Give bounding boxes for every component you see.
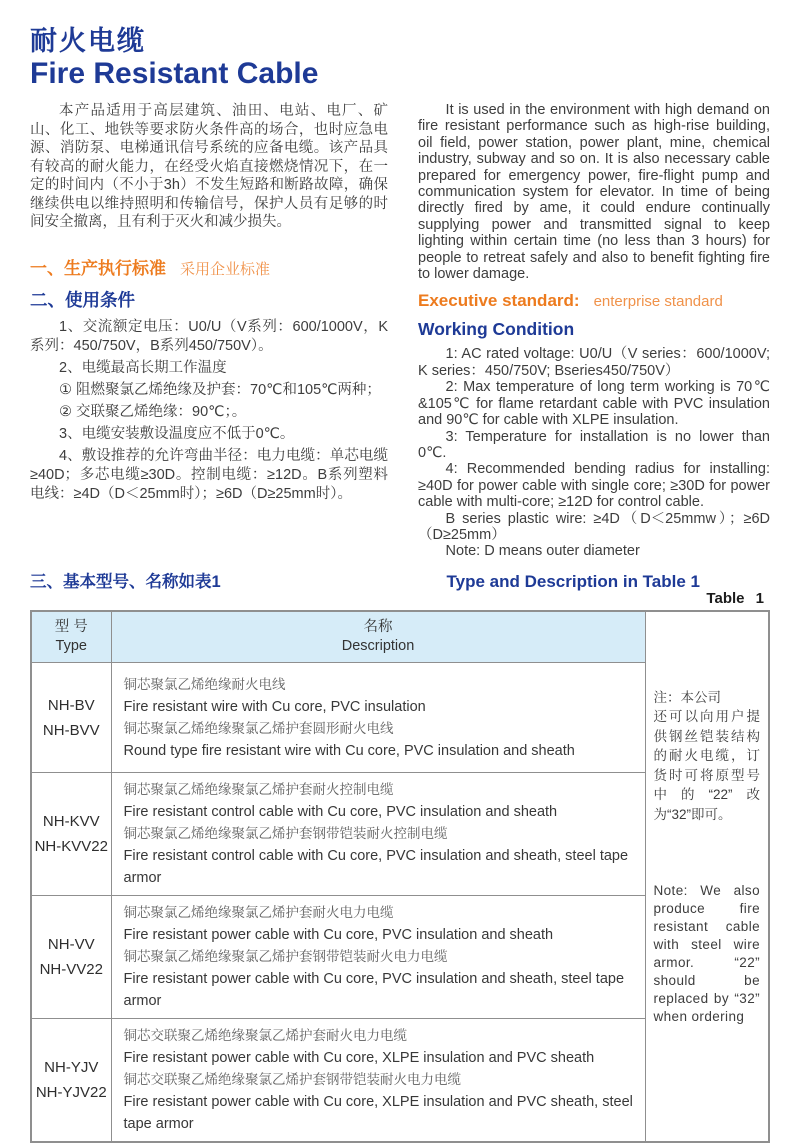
- standard-value-zh: 采用企业标准: [180, 260, 271, 278]
- type-code: NH-YJV: [44, 1059, 99, 1077]
- working-item-zh: 3、电缆安装敷设温度应不低于0℃。: [59, 425, 295, 442]
- working-item-zh: ① 阻燃聚氯乙烯绝缘及护套：70℃和105℃两种；: [59, 381, 381, 398]
- type-cell: [31, 1019, 111, 1143]
- desc-line-zh: 铜芯聚氯乙烯绝缘聚氯乙烯护套耐火控制电缆: [123, 782, 394, 798]
- working-item-zh: 2、电缆最高长期工作温度: [59, 359, 227, 376]
- type-code: NH-VV: [47, 936, 95, 954]
- desc-line-zh: 铜芯聚氯乙烯绝缘聚氯乙烯护套圆形耐火电线: [123, 720, 394, 736]
- standard-heading-en: Executive standard:: [418, 291, 580, 311]
- working-condition-heading-en: Working Condition: [418, 319, 575, 340]
- column-chinese: [30, 102, 388, 560]
- column-english: [418, 102, 770, 560]
- header-type-cell: [31, 611, 111, 663]
- intro-paragraph-en: It is used in the environment with high demand on fire resistant performance such as high-rise building, oil field, power station, power plant, mine, chemical industry, subway and so on. It is also necessary cable prepared for emergency power, fire-flight pump and communication system for elevator. In time of being directly fired by ame, it could endure continually supplying power and transmitted signal to keep lighting within certain time (no less than 3 hours) for people to retreat safely and also to benefit fighting fire to lower damage.: [418, 102, 770, 283]
- desc-line-zh: 铜芯交联聚乙烯绝缘聚氯乙烯护套钢带铠装耐火电力电缆: [123, 1072, 461, 1088]
- description-cell: [111, 663, 645, 773]
- desc-line-en: Fire resistant wire with Cu core, PVC insulation: [123, 698, 426, 715]
- standard-value-en: enterprise standard: [593, 293, 723, 311]
- table-section-heading-zh: 三、基本型号、名称如表1: [30, 572, 221, 591]
- header-type-zh: 型 号: [54, 619, 88, 635]
- two-column-body: [30, 102, 770, 560]
- desc-line-zh: 铜芯聚氯乙烯绝缘聚氯乙烯护套钢带铠装耐火电力电缆: [123, 949, 448, 965]
- table-section-heading-row: [30, 568, 770, 592]
- desc-line-en: Fire resistant control cable with Cu core, PVC insulation and sheath, steel tape armor: [123, 848, 629, 887]
- intro-paragraph-zh: 本产品适用于高层建筑、油田、电站、电厂、矿山、化工、地铁等要求防火条件高的场合，也时应急电源、消防泵、电梯通讯信号系统的应备电缆。该产品具有较高的耐火能力，在经受火焰直接燃烧情况下，在一定的时间内（不小于3h）不发生短路和断路故障，确保继续供电以维持照明和传输信号，保护人员有足够的时间安全撤离，且有利于灭火和减少损失。: [30, 103, 388, 230]
- type-code: NH-YJV22: [35, 1084, 107, 1102]
- working-item-en: 1: AC rated voltage: U0/U（V series：600/1000V; K series：450/750V; Bseries450/750V）: [418, 346, 770, 379]
- standard-heading-row-zh: [30, 254, 388, 279]
- header-description-cell: [111, 611, 645, 663]
- type-code: NH-KVV22: [34, 838, 108, 856]
- description-cell: [111, 1019, 645, 1143]
- header-type-en: Type: [55, 638, 87, 654]
- page-title-zh: 耐火电缆: [30, 26, 146, 56]
- table-section-heading-en: Type and Description in Table 1: [446, 571, 700, 591]
- type-code: NH-BVV: [42, 721, 100, 739]
- description-cell: [111, 773, 645, 896]
- header-desc-en: Description: [341, 638, 415, 654]
- standard-heading-row-en: [418, 291, 770, 311]
- working-item-zh: 1、交流额定电压：U0/U（V系列：600/1000V，K系列：450/750V，B系列450/750V）。: [30, 318, 388, 354]
- table-header-row: [31, 611, 769, 663]
- working-item-zh: ② 交联聚乙烯绝缘：90℃；。: [59, 403, 247, 420]
- desc-line-zh: 铜芯聚氯乙烯绝缘聚氯乙烯护套耐火电力电缆: [123, 905, 394, 921]
- type-code: NH-KVV: [42, 813, 100, 831]
- working-item-en: 3: Temperature for installation is no lower than 0℃.: [418, 428, 770, 461]
- desc-line-en: Fire resistant power cable with Cu core, XLPE insulation and PVC sheath: [123, 1050, 595, 1067]
- desc-line-en: Round type fire resistant wire with Cu core, PVC insulation and sheath: [123, 742, 575, 759]
- desc-line-en: Fire resistant control cable with Cu core, PVC insulation and sheath: [123, 804, 558, 821]
- cable-type-table: [30, 610, 770, 1143]
- desc-line-zh: 铜芯聚氯乙烯绝缘聚氯乙烯护套钢带铠装耐火控制电缆: [123, 826, 448, 842]
- desc-line-zh: 铜芯交联聚乙烯绝缘聚氯乙烯护套耐火电力电缆: [123, 1028, 407, 1044]
- type-code: NH-BV: [47, 696, 95, 714]
- type-cell: [31, 663, 111, 773]
- type-code: NH-VV22: [39, 961, 103, 979]
- description-cell: [111, 896, 645, 1019]
- working-item-en: 2: Max temperature of long term working is 70℃ &105℃ for flame retardant cable with PVC insulation and 90℃ for cable with XLPE insulation.: [418, 379, 770, 429]
- working-condition-heading-zh: 二、使用条件: [30, 289, 135, 310]
- working-item-zh: 4、敷设推荐的允许弯曲半径：电力电缆：单芯电缆≥40D；多芯电缆≥30D。控制电缆：≥12D。B系列塑料电线：≥4D（D＜25mm时）；≥6D（D≥25mm时）。: [30, 447, 388, 502]
- working-item-en: B series plastic wire: ≥4D（D＜25mmw）；≥6D（D≥25mm）: [418, 510, 770, 543]
- note-zh-body: 还可以向用户提供钢丝铠装结构的耐火电缆，订货时可将原型号中的“22”改为“32”即可。: [653, 709, 760, 822]
- note-zh-title: 注：本公司: [653, 689, 721, 705]
- desc-line-zh: 铜芯聚氯乙烯绝缘耐火电线: [123, 676, 286, 692]
- working-item-en: 4: Recommended bending radius for installing: ≥40D for power cable with single core; ≥30D for power cable with multi-core; ≥12D for control cable.: [418, 461, 770, 511]
- page-title-en: Fire Resistant Cable: [30, 57, 319, 90]
- standard-heading-zh: 一、生产执行标准: [30, 258, 166, 278]
- table-note-cell: [645, 611, 769, 1143]
- desc-line-en: Fire resistant power cable with Cu core, XLPE insulation and PVC sheath, steel tape armor: [123, 1094, 633, 1133]
- header-desc-zh: 名称: [363, 619, 393, 635]
- desc-line-en: Fire resistant power cable with Cu core, PVC insulation and sheath, steel tape armor: [123, 971, 625, 1010]
- table-number-label: Table 1: [706, 589, 764, 607]
- working-item-en: Note: D means outer diameter: [445, 543, 640, 560]
- type-cell: [31, 896, 111, 1019]
- type-cell: [31, 773, 111, 896]
- note-en: Note: We also produce fire resistant cable with steel wire armor. “22” should be replaced by “32” when ordering: [653, 883, 760, 1025]
- desc-line-en: Fire resistant power cable with Cu core, PVC insulation and sheath: [123, 927, 554, 944]
